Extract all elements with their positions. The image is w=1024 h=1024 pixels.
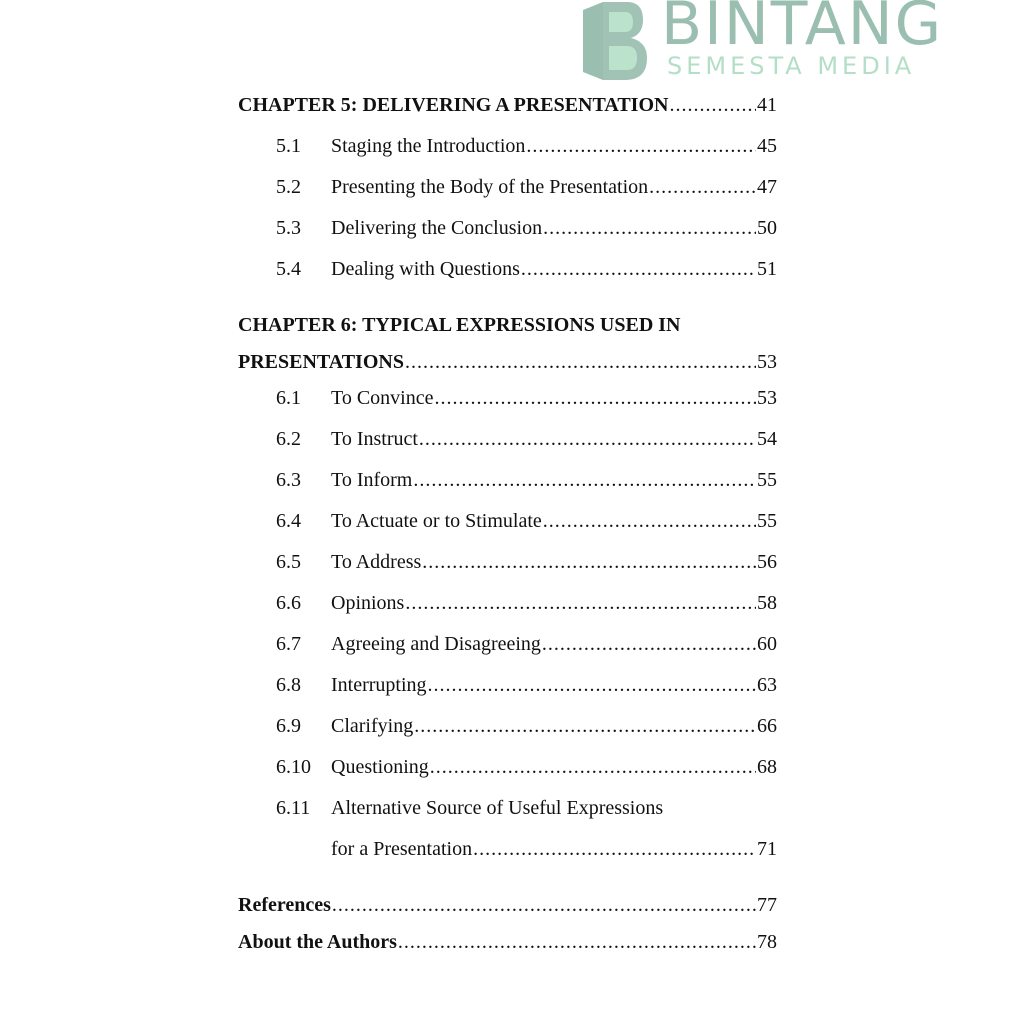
publisher-watermark xyxy=(575,0,955,82)
entry-title: Dealing with Questions xyxy=(331,258,520,280)
page-number: 53 xyxy=(757,351,777,373)
entry-title: References xyxy=(238,894,331,916)
toc-entry xyxy=(238,126,777,167)
dot-leader xyxy=(542,624,756,665)
toc-entry xyxy=(238,305,777,346)
dot-leader xyxy=(405,346,756,378)
dot-leader xyxy=(434,378,756,419)
toc-entry xyxy=(238,706,777,747)
dot-leader xyxy=(422,542,756,583)
toc-entry xyxy=(238,583,777,624)
toc-entry xyxy=(238,208,777,249)
section-number: 6.5 xyxy=(276,551,301,573)
page-number: 60 xyxy=(757,633,777,655)
dot-leader xyxy=(521,249,756,290)
page-number: 45 xyxy=(757,135,777,157)
toc-entry xyxy=(238,829,777,870)
toc-entry xyxy=(238,501,777,542)
toc-entry xyxy=(238,378,777,419)
section-number: 6.4 xyxy=(276,510,301,532)
section-number: 6.10 xyxy=(276,756,311,778)
dot-leader xyxy=(414,706,756,747)
entry-title: CHAPTER 5: DELIVERING A PRESENTATION xyxy=(238,94,669,116)
toc-entry xyxy=(238,885,777,926)
entry-title: CHAPTER 6: TYPICAL EXPRESSIONS USED IN xyxy=(238,314,681,336)
page-number: 63 xyxy=(757,674,777,696)
entry-title: Agreeing and Disagreeing xyxy=(331,633,541,655)
page-number: 68 xyxy=(757,756,777,778)
section-number: 6.9 xyxy=(276,715,301,737)
dot-leader xyxy=(430,747,756,788)
toc-entry xyxy=(238,85,777,126)
watermark-title: BINTANG xyxy=(661,0,944,59)
entry-title: To Instruct xyxy=(331,428,418,450)
page-number: 71 xyxy=(757,838,777,860)
toc-entry xyxy=(238,926,777,958)
table-of-contents xyxy=(238,85,777,958)
section-number: 6.7 xyxy=(276,633,301,655)
section-number: 5.1 xyxy=(276,135,301,157)
entry-title: Staging the Introduction xyxy=(331,135,526,157)
toc-entry xyxy=(238,788,777,829)
toc-entry xyxy=(238,346,777,378)
page-number: 58 xyxy=(757,592,777,614)
dot-leader xyxy=(419,419,756,460)
section-number: 5.4 xyxy=(276,258,301,280)
section-number: 5.3 xyxy=(276,217,301,239)
dot-leader xyxy=(398,926,756,958)
toc-entry xyxy=(238,460,777,501)
section-number: 5.2 xyxy=(276,176,301,198)
entry-title: To Address xyxy=(331,551,422,573)
page-number: 54 xyxy=(757,428,777,450)
entry-title: Clarifying xyxy=(331,715,414,737)
entry-title: To Actuate or to Stimulate xyxy=(331,510,542,532)
entry-title: Interrupting xyxy=(331,674,427,696)
dot-leader xyxy=(669,85,756,126)
page-number: 50 xyxy=(757,217,777,239)
toc-entry xyxy=(238,747,777,788)
entry-title: Delivering the Conclusion xyxy=(331,217,543,239)
entry-title: Opinions xyxy=(331,592,405,614)
section-number: 6.3 xyxy=(276,469,301,491)
section-number: 6.11 xyxy=(276,797,311,819)
toc-entry xyxy=(238,249,777,290)
entry-title: About the Authors xyxy=(238,931,397,953)
entry-title: Presenting the Body of the Presentation xyxy=(331,176,649,198)
page-number: 51 xyxy=(757,258,777,280)
entry-title: To Inform xyxy=(331,469,413,491)
dot-leader xyxy=(543,501,756,542)
toc-entry xyxy=(238,167,777,208)
page-number: 55 xyxy=(757,510,777,532)
dot-leader xyxy=(413,460,756,501)
page-number: 41 xyxy=(757,94,777,116)
dot-leader xyxy=(526,126,756,167)
entry-title: Alternative Source of Useful Expressions xyxy=(331,797,664,819)
toc-entry xyxy=(238,542,777,583)
page-number: 56 xyxy=(757,551,777,573)
section-number: 6.6 xyxy=(276,592,301,614)
entry-title: Questioning xyxy=(331,756,429,778)
dot-leader xyxy=(649,167,756,208)
page-number: 47 xyxy=(757,176,777,198)
dot-leader xyxy=(473,829,756,870)
entry-title: PRESENTATIONS xyxy=(238,351,404,373)
page-number: 66 xyxy=(757,715,777,737)
page-number: 55 xyxy=(757,469,777,491)
watermark-subtitle: SEMESTA MEDIA xyxy=(667,52,916,80)
section-number: 6.8 xyxy=(276,674,301,696)
section-number: 6.2 xyxy=(276,428,301,450)
entry-title: for a Presentation xyxy=(331,838,473,860)
entry-title: To Convince xyxy=(331,387,434,409)
toc-entry xyxy=(238,419,777,460)
toc-entry xyxy=(238,624,777,665)
page-number: 53 xyxy=(757,387,777,409)
dot-leader xyxy=(332,885,756,926)
dot-leader xyxy=(428,665,756,706)
page-number: 77 xyxy=(757,894,777,916)
toc-entry xyxy=(238,665,777,706)
dot-leader xyxy=(543,208,756,249)
page-number: 78 xyxy=(757,931,777,953)
section-number: 6.1 xyxy=(276,387,301,409)
publisher-logo-icon xyxy=(579,0,649,82)
dot-leader xyxy=(405,583,756,624)
